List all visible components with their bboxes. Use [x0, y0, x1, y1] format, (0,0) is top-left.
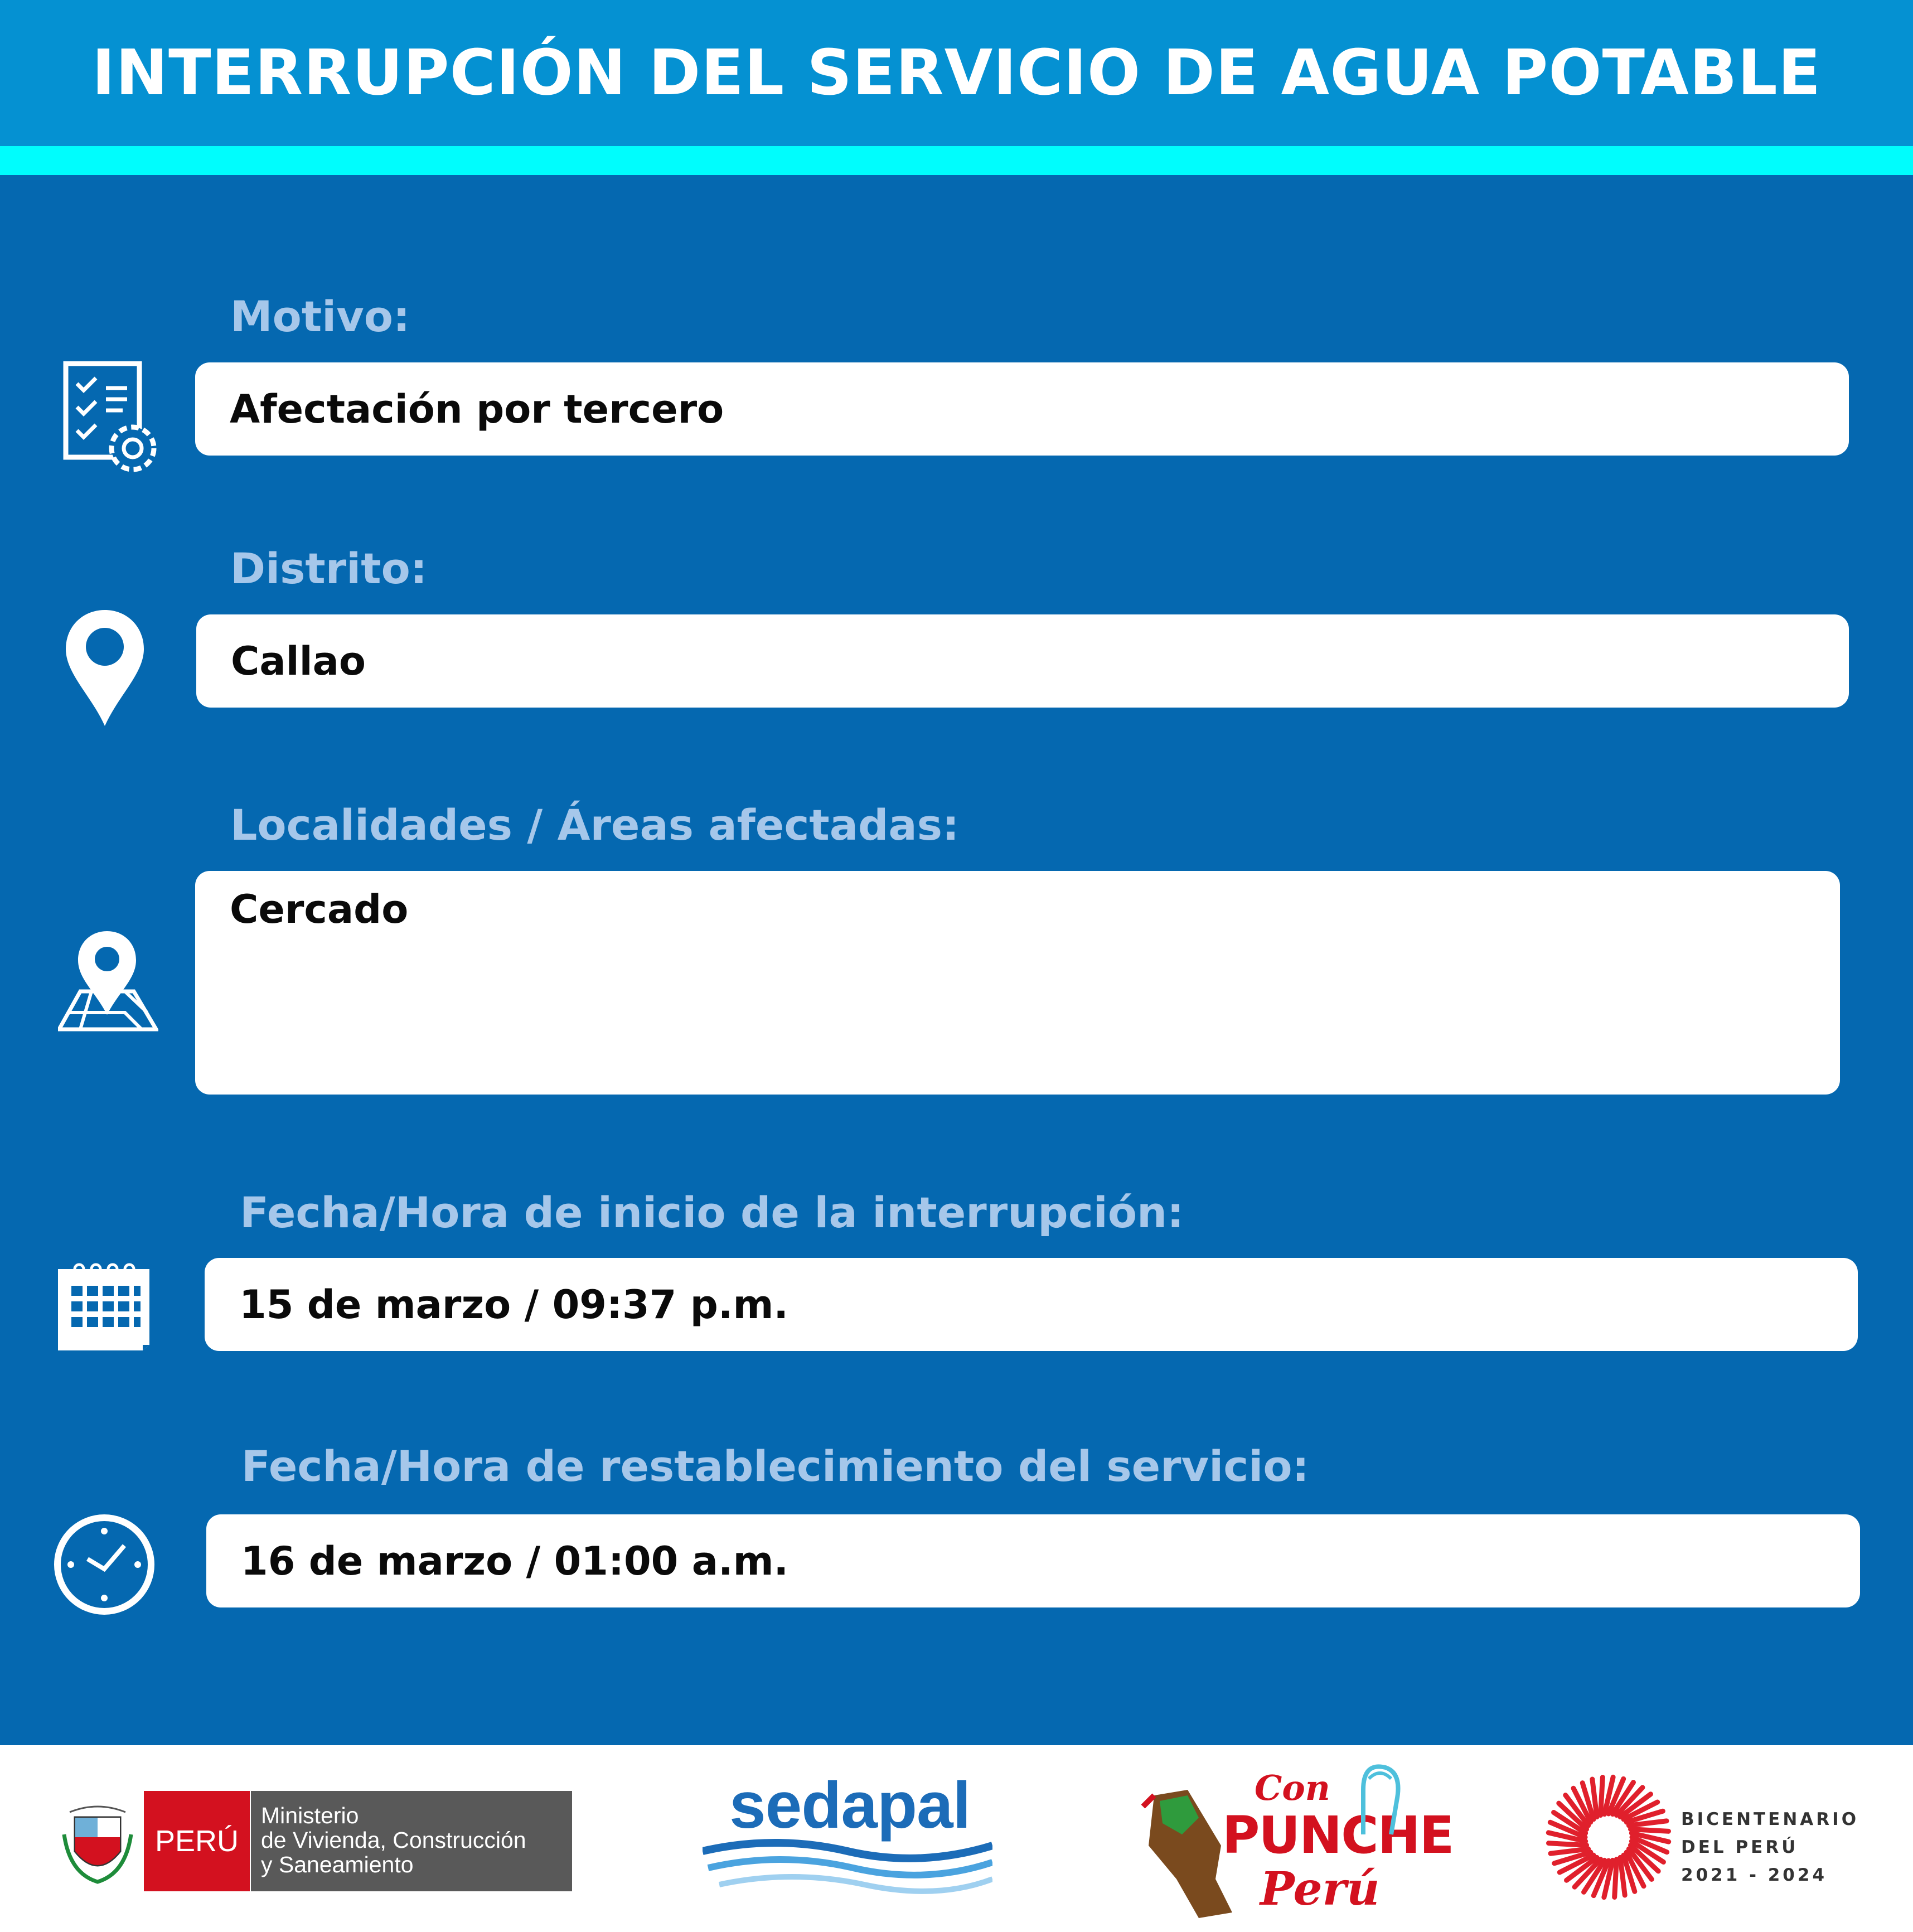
- inicio-field: 15 de marzo / 09:37 p.m.: [205, 1258, 1858, 1351]
- ministry-name-line2: de Vivienda, Construcción: [261, 1827, 526, 1853]
- sedapal-wordmark: sedapal: [729, 1769, 971, 1842]
- footer-logos: [0, 1745, 1913, 1932]
- sun-ray: [1615, 1859, 1617, 1897]
- localidades-label: Localidades / Áreas afectadas:: [230, 800, 960, 850]
- motivo-field: Afectación por tercero: [195, 362, 1849, 456]
- restablecimiento-label: Fecha/Hora de restablecimiento del servicio:: [241, 1441, 1309, 1491]
- localidades-field: Cercado: [195, 871, 1840, 1095]
- bicentenario-sun-icon: [1544, 1773, 1673, 1901]
- peru-coat-of-arms-icon: [59, 1801, 137, 1885]
- sedapal-waves-icon: [703, 1834, 992, 1901]
- punche-peru: Perú: [1260, 1862, 1380, 1916]
- distrito-field: Callao: [196, 614, 1849, 708]
- ministry-name-line1: Ministerio: [261, 1803, 359, 1828]
- header-divider: [0, 146, 1913, 175]
- restablecimiento-field: 16 de marzo / 01:00 a.m.: [206, 1514, 1860, 1607]
- bicentenario-text: [1681, 1805, 1859, 1889]
- bicentenario-logo: [1528, 1745, 1873, 1932]
- punche-con: Con: [1255, 1768, 1330, 1808]
- sedapal-logo: [691, 1745, 1026, 1932]
- ministry-logo: [0, 1745, 580, 1932]
- flexed-arm-icon: [1352, 1756, 1408, 1840]
- header-banner: [0, 0, 1913, 146]
- sun-ray: [1630, 1829, 1668, 1832]
- inicio-label: Fecha/Hora de inicio de la interrupción:: [240, 1188, 1184, 1237]
- location-pin-icon: [62, 607, 147, 729]
- map-pin-icon: [58, 930, 158, 1032]
- page-title: INTERRUPCIÓN DEL SERVICIO DE AGUA POTABLE: [91, 37, 1822, 109]
- calendar-icon: [56, 1261, 153, 1352]
- ministry-name-line3: y Saneamiento: [261, 1852, 414, 1877]
- motivo-label: Motivo:: [230, 292, 410, 341]
- con-punche-peru-logo: [1132, 1745, 1454, 1932]
- ministry-name: [250, 1791, 572, 1891]
- sun-ray: [1601, 1778, 1603, 1815]
- bicentenario-line3: 2021 - 2024: [1681, 1865, 1828, 1885]
- checklist-gear-icon: [61, 361, 162, 473]
- clock-icon: [53, 1513, 156, 1616]
- peru-brand: PERÚ: [144, 1791, 250, 1891]
- distrito-label: Distrito:: [230, 544, 428, 593]
- bicentenario-line1: BICENTENARIO: [1681, 1809, 1859, 1829]
- bicentenario-line2: DEL PERÚ: [1681, 1837, 1799, 1857]
- sun-ray: [1549, 1843, 1587, 1846]
- punche-main: PUNCHE: [1222, 1805, 1454, 1865]
